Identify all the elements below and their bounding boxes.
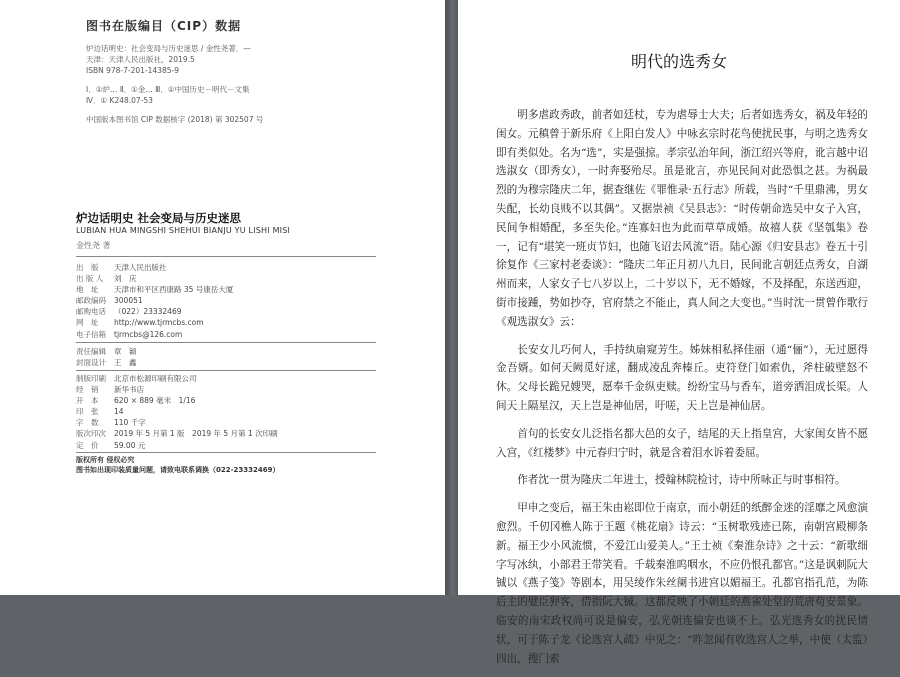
info-value: tjrmcbs@126.com — [114, 329, 183, 339]
info-label: 封面设计 — [76, 358, 106, 368]
info-value: 王 鑫 — [114, 358, 137, 368]
info-label: 制版印刷 — [76, 374, 106, 383]
info-row — [76, 357, 137, 368]
info-row — [76, 440, 278, 451]
info-value: 110 千字 — [114, 418, 146, 428]
info-row — [76, 373, 278, 384]
info-row — [76, 395, 278, 406]
essay-paragraph: 作者沈一贯为隆庆二年进士，授翰林院检讨，诗中所咏正与时事相符。 — [517, 474, 846, 487]
info-value: 59.00 元 — [114, 440, 146, 450]
info-row — [76, 417, 278, 428]
page-gutter — [445, 0, 458, 595]
divider — [76, 452, 376, 453]
info-label: 邮政编码 — [76, 296, 106, 306]
info-value: 天津市和平区西康路 35 号康岳大厦 — [114, 285, 234, 295]
book-title: 炉边话明史 社会变局与历史迷思 — [76, 211, 242, 225]
info-row — [76, 406, 278, 417]
info-value: http://www.tjrmcbs.com — [114, 318, 204, 328]
info-value: 新华书店 — [114, 385, 144, 395]
book-pinyin: LUBIAN HUA MINGSHI SHEHUI BIANJU YU LISHI MISI — [76, 226, 291, 235]
cip-line: ISBN 978-7-201-14385-9 — [86, 66, 179, 75]
cip-line: 炉边话明史：社会变局与历史迷思 / 金性尧著．— — [86, 44, 251, 53]
info-row — [76, 317, 233, 328]
info-row — [76, 346, 137, 357]
cip-line: Ⅳ．① K248.07-53 — [86, 96, 153, 105]
cip-line: 中国版本图书馆 CIP 数据核字 (2018) 第 302507 号 — [86, 115, 264, 124]
info-label: 出 版 — [76, 263, 99, 272]
info-label: 邮购电话 — [76, 307, 106, 317]
book-author: 金性尧 著 — [76, 241, 111, 250]
info-value: 2019 年 5 月第 1 版 2019 年 5 月第 1 次印刷 — [114, 429, 278, 439]
info-label: 印 张 — [76, 407, 99, 417]
publisher-info — [76, 262, 233, 340]
info-value: 620 × 889 毫米 1/16 — [114, 396, 196, 406]
info-row — [76, 306, 233, 317]
essay-paragraph: 甲申之变后，福王朱由崧即位于南京，而小朝廷的纸醉金迷的淫靡之风愈演愈烈。千仞冈樵人陈于王题《桃花扇》诗云：“玉树歌残迹已陈，南朝宫殿柳条新。福王少小风流惯，不爱江山爱美人。”王士祯《秦淮杂诗》之十云：“新歌细字写冰纨，小部君王带笑看。千载秦淮呜咽水，不应仍恨孔都官。”这是讽刺阮大铖以《燕子笺》等剧本，用吴绫作朱丝阑书进宫以媚福王。孔都官指孔范，为陈后主的嬖臣狎客，借指阮大铖。这都反映了小朝廷的燕雀处堂的荒唐苟安景象。临安的南宋政权尚可说是偏安，弘光朝连偏安也谈不上。弘光选秀女的扰民情状，可于陈子龙《论选宫人疏》中见之：“昨忽闻有收选宫人之举，中使（太监）四出，搜门索 — [496, 502, 868, 665]
info-row — [76, 295, 233, 306]
info-value: 刘 庆 — [114, 274, 137, 284]
info-value: 章 颖 — [114, 347, 137, 356]
essay-paragraph: 长安女儿巧何人，手持纨扇窥芳生。姊妹相私择佳丽（通“俪”），无过愿得金吾婿。如何天阙觅好逑，翻成凌乱奔榛丘。吏符登门如索仇，斧柱破壁怒不休。父母长跪兄嫂哭，愿奉千金纵吏赎。纷纷宝马与香车，道旁洒泪成长渠。人间天上隔星汉，天上岂是神仙居，吁嗟，天上岂是神仙居。 — [496, 343, 868, 412]
essay-page — [458, 0, 900, 665]
divider — [76, 342, 376, 343]
essay-paragraph: 首句的长安女儿泛指名都大邑的女子，结尾的天上指皇宫，大家闺女皆不愿入宫，《红楼梦》中元春归宁时，就是含着泪水诉着委屈。 — [496, 427, 868, 459]
info-row — [76, 329, 233, 340]
notice-line: 版权所有 侵权必究 — [76, 456, 135, 464]
copyright-notice — [76, 455, 279, 475]
cip-heading: 图书在版编目（CIP）数据 — [86, 19, 242, 33]
notice-line: 图书如出现印装质量问题，请致电联系调换（022-23332469） — [76, 466, 280, 474]
info-label: 经 销 — [76, 385, 99, 395]
info-value: 天津人民出版社 — [114, 263, 167, 272]
editor-info — [76, 346, 137, 368]
info-label: 出 版 人 — [76, 274, 104, 284]
info-row — [76, 284, 233, 295]
essay-body — [496, 106, 868, 677]
info-label: 定 价 — [76, 440, 99, 450]
info-label: 网 址 — [76, 318, 99, 328]
info-row — [76, 262, 233, 273]
info-label: 电子信箱 — [76, 329, 106, 339]
info-value: 北京市松源印刷有限公司 — [114, 374, 197, 383]
info-label: 地 址 — [76, 285, 99, 295]
info-row — [76, 273, 233, 284]
info-value: 300051 — [114, 296, 143, 306]
divider — [76, 370, 376, 371]
cip-line: 天津：天津人民出版社，2019.5 — [86, 55, 195, 64]
info-label: 版次印次 — [76, 429, 106, 439]
info-value: （022）23332469 — [114, 307, 182, 317]
info-row — [76, 428, 278, 439]
essay-title: 明代的选秀女 — [630, 52, 727, 71]
print-info — [76, 373, 278, 451]
info-label: 开 本 — [76, 396, 99, 406]
divider — [76, 256, 376, 257]
copyright-page — [0, 0, 445, 595]
info-label: 责任编辑 — [76, 347, 106, 356]
info-row — [76, 384, 278, 395]
cip-line: Ⅰ．①炉… Ⅱ．①金… Ⅲ．①中国历史－明代－文集 — [86, 85, 250, 94]
info-label: 字 数 — [76, 418, 99, 428]
info-value: 14 — [114, 407, 124, 417]
essay-paragraph: 明多虐政秀政，前者如廷杖，专为虐辱士大夫；后者如选秀女，祸及年轻的闺女。元稹曾于新乐府《上阳白发人》中咏玄宗时花鸟使扰民事，与明之选秀女即有类似处。名为“选”，实是强掠。孝宗弘治年间，浙江绍兴等府，讹言越中诏选淑女（即秀女），一时奔娶殆尽。虽是讹言，亦见民间对此恐惧之甚。为祸最烈的为穆宗隆庆二年，据查继佐《罪惟录·五行志》所载，当时“千里鼎沸，男女失配，长幼良贱不以其偶”。又据崇祯《吴县志》：“时传朝命选吴中女子入宫，民间争相婚配，多至失伦。”连寡妇也为此而草草成婚。故禧人获《坚瓠集》卷一，记有“堪笑一班贞节妇，也随飞诏去风流”语。陆心源《归安县志》卷五十引徐复作《三家村老委谈》：“隆庆二年正月初八九日，民间讹言朝廷点秀女，自湖州而来，人家女子七八岁以上，二十岁以下，无不婚嫁，不及择配，东送西迎，街市接踵，势如抄夺，官府禁之不能止，真人间之大变也。”当时沈一贯曾作歌行《观选淑女》云： — [496, 109, 868, 328]
